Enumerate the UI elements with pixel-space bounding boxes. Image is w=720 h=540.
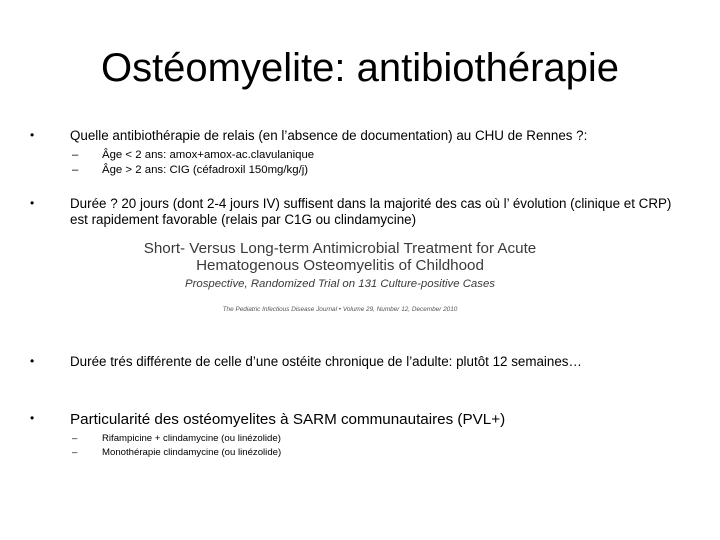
sub-bullet-text: Rifampicine + clindamycine (ou linézolide): [102, 433, 281, 444]
bullet-marker: •: [30, 196, 35, 210]
bullet-marker: •: [30, 411, 35, 425]
bullet-chronic-osteitis: [30, 354, 690, 370]
paper-citation: The Pediatric Infectious Disease Journal • Volume 29, Number 12, December 2010: [222, 306, 458, 313]
bullet-text: Durée trés différente de celle d’une ostéite chronique de l’adulte: plutôt 12 semaines…: [70, 354, 582, 369]
bullet-text: Quelle antibiothérapie de relais (en l’absence de documentation) au CHU de Rennes ?:: [70, 128, 588, 143]
bullet-marker: •: [30, 128, 35, 142]
bullet-text: Durée ? 20 jours (dont 2-4 jours IV) suffisent dans la majorité des cas où l’ évolution (clinique et CRP) est rapidement favorable (relais par C1G ou clindamycine): [70, 196, 672, 227]
paper-title-line2: Hematogenous Osteomyelitis of Childhood: [196, 257, 484, 274]
sub-bullet-age-under-2: [72, 148, 314, 163]
sub-bullet-rifampicine: [72, 432, 281, 446]
sub-bullet-text: Âge > 2 ans: CIG (céfadroxil 150mg/kg/j): [102, 164, 309, 176]
sub-bullet-age-over-2: [72, 163, 308, 178]
dash-marker: –: [72, 447, 78, 458]
bullet-duration: [30, 196, 690, 228]
slide-title: Ostéomyelite: antibiothérapie: [100, 46, 620, 90]
bullet-relay-antibiotic: [30, 128, 690, 144]
bullet-marker: •: [30, 354, 35, 368]
dash-marker: –: [72, 164, 79, 176]
sub-bullet-text: Âge < 2 ans: amox+amox-ac.clavulanique: [102, 149, 315, 161]
bullet-text: Particularité des ostéomyelites à SARM communautaires (PVL+): [70, 411, 506, 428]
paper-reference: [140, 240, 540, 324]
bullet-sarm: [30, 411, 690, 429]
dash-marker: –: [72, 433, 78, 444]
dash-marker: –: [72, 149, 79, 161]
paper-subtitle: Prospective, Randomized Trial on 131 Culture-positive Cases: [184, 278, 495, 290]
sub-bullet-monotherapie: [72, 446, 281, 460]
paper-title-line1: Short- Versus Long-term Antimicrobial Treatment for Acute: [143, 240, 537, 257]
sub-bullet-text: Monothérapie clindamycine (ou linézolide): [102, 447, 282, 458]
